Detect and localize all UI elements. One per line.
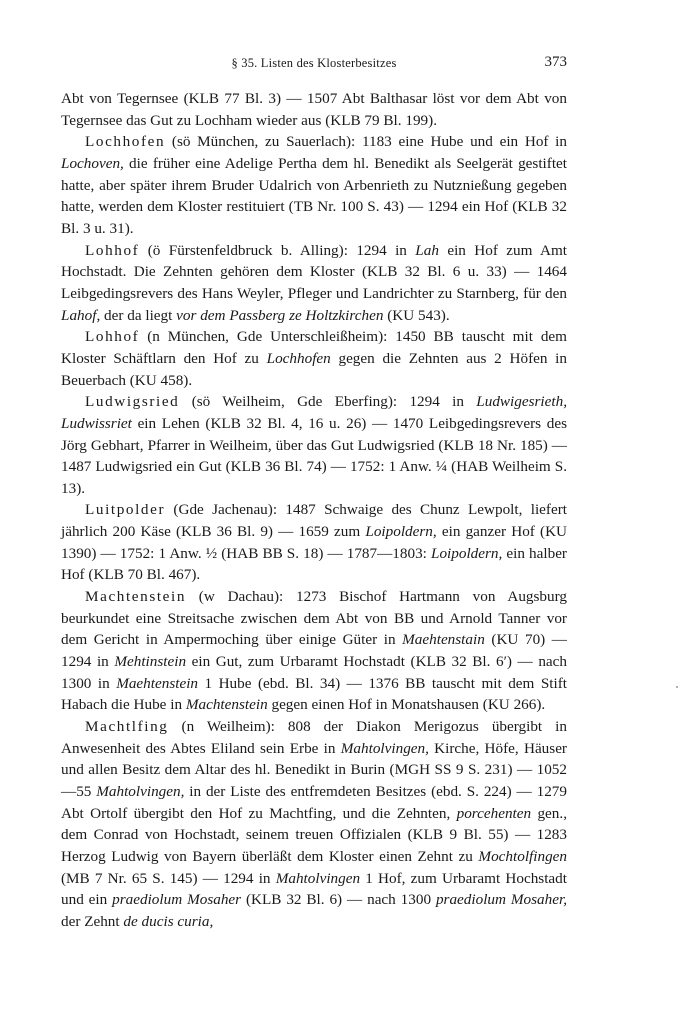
text-run: (sö Weilheim, Gde Eberfing): 1294 in: [179, 393, 477, 411]
italic-term: Mahtolvingen: [275, 869, 361, 887]
body-text: [61, 88, 567, 933]
italic-term: vor dem Passberg ze Holtzkirchen: [176, 306, 384, 324]
italic-term: Mehtinstein: [114, 653, 187, 671]
text-run: (ö Fürstenfeldbruck b. Alling): 1294 in: [139, 241, 416, 259]
text-run: die früher eine Adelige Pertha dem hl. Benedikt als Seelgerät gestiftet hatte, aber später ihrem Bruder Udalrich von Arbenrieth zu Nutznießung gegeben hatte, werden dem Kloster restituiert (TB Nr. 100 S. 43) — 1294 ein Hof (KLB 32 Bl. 3 u. 31).: [61, 154, 567, 237]
page-number: 373: [544, 54, 567, 70]
place-name: Ludwigsried: [85, 393, 180, 411]
text-run: (n München, Gde Unterschleißheim): 1450 BB tauscht mit dem Kloster Schäftlarn den Hof zu: [61, 328, 567, 367]
text-run: (KU 70) — 1294 in: [61, 631, 567, 671]
running-header: [61, 56, 567, 78]
italic-term: de ducis curia,: [123, 912, 214, 930]
italic-term: praediolum Mosaher: [112, 891, 242, 909]
text-run: ein halber Hof (KLB 70 Bl. 467).: [61, 544, 567, 584]
running-title: § 35. Listen des Klosterbesitzes: [231, 56, 397, 70]
entry-paragraph: [61, 88, 567, 131]
text-run: gegen die Zehnten aus 2 Höfen in Beuerbach (KU 458).: [61, 349, 567, 389]
italic-term: Loipoldern,: [365, 523, 437, 541]
place-name: Luitpolder: [85, 501, 166, 519]
italic-term: Lahof,: [61, 306, 101, 324]
place-name: Lochhofen: [85, 133, 166, 151]
text-run: der da liegt: [100, 306, 177, 324]
italic-term: Maehtenstain: [402, 631, 485, 649]
book-page: [61, 56, 567, 933]
text-run: (KLB 32 Bl. 6) — nach 1300: [241, 891, 436, 909]
text-run: (w Dachau): 1273 Bischof Hartmann von Augsburg beurkundet eine Streitsache zwischen dem Abt von BB und Arnold Tanner vor dem Gericht in Ampermoching über einige Güter in: [61, 588, 567, 649]
italic-term: Mahtolvingen,: [96, 783, 185, 800]
text-run: ein Gut, zum Urbaramt Hochstadt (KLB 32 Bl. 6′) — nach 1300 in: [61, 653, 567, 692]
entry-paragraph: [61, 326, 567, 391]
text-run: (Gde Jachenau): 1487 Schwaige des Chunz Lewpolt, liefert jährlich 200 Käse (KLB 36 Bl. 9) — 1659 zum: [61, 501, 567, 541]
italic-term: Lochoven,: [61, 154, 124, 172]
text-run: in der Liste des entfremdeten Besitzes (ebd. S. 224) — 1279 Abt Ortolf übergibt den Hof zu Machtfing, und die Zehnten,: [61, 783, 567, 822]
text-run: (KU 543).: [383, 306, 450, 324]
text-run: ein ganzer Hof (KU 1390) — 1752: 1 Anw. ½ (HAB BB S. 18) — 1787—1803:: [61, 523, 568, 562]
text-run: 1 Hube (ebd. Bl. 34) — 1376 BB tauscht mit dem Stift Habach die Hube in: [61, 674, 567, 714]
text-run: Kirche, Höfe, Häuser und allen Besitz dem Altar des hl. Benedikt in Burin (MGH SS 9 S. 231) — 1052—55: [61, 739, 567, 800]
entry-paragraph: [61, 716, 567, 933]
text-run: Abt von Tegernsee (KLB 77 Bl. 3) — 1507 Abt Balthasar löst vor dem Abt von Tegernsee das Gut zu Lochham wieder aus (KLB 79 Bl. 199).: [61, 90, 567, 129]
text-run: 1 Hof, zum Urbaramt Hochstadt und ein: [61, 869, 567, 909]
italic-term: Lochhofen: [266, 349, 331, 367]
entry-paragraph: [61, 240, 567, 327]
entry-paragraph: [61, 586, 567, 716]
text-run: (n Weilheim): 808 der Diakon Merigozus übergibt in Anwesenheit des Abtes Eliland sein Erbe in: [61, 718, 567, 757]
italic-term: Mahtolvingen,: [340, 739, 429, 757]
italic-term: Loipoldern,: [431, 544, 503, 562]
italic-term: Machtenstein: [185, 696, 268, 714]
text-run: ein Hof zum Amt Hochstadt. Die Zehnten gehören dem Kloster (KLB 32 Bl. 6 u. 33) — 1464 Leibgedingsrevers des Hans Weyler, Pfleger und Landrichter zu Starnberg, für den: [61, 241, 567, 302]
text-run: (sö München, zu Sauerlach): 1183 eine Hube und ein Hof in: [165, 133, 567, 151]
text-run: der Zehnt: [61, 912, 124, 930]
text-run: gegen einen Hof in Monatshausen (KU 266).: [267, 696, 546, 714]
italic-term: Mochtolfingen: [478, 847, 567, 865]
text-run: ein Lehen (KLB 32 Bl. 4, 16 u. 26) — 1470 Leibgedingsrevers des Jörg Gebhart, Pfarrer in Weilheim, über das Gut Ludwigsried (KLB 18 Nr. 185) — 1487 Ludwigsried ein Gut (KLB 36 Bl. 74) — 1752: 1 Anw. ¼ (HAB Weilheim S. 13).: [61, 414, 567, 497]
italic-term: Ludwigesrieth, Ludwissriet: [61, 393, 567, 432]
place-name: Machtenstein: [85, 588, 187, 606]
scan-speck: [676, 686, 678, 688]
entry-paragraph: [61, 391, 567, 499]
entry-paragraph: [61, 131, 567, 239]
place-name: Machtlfing: [85, 718, 169, 736]
italic-term: porcehenten: [456, 804, 532, 822]
text-run: (MB 7 Nr. 65 S. 145) — 1294 in: [61, 869, 276, 887]
italic-term: Maehtenstein: [116, 674, 199, 692]
place-name: Lohhof: [85, 241, 140, 259]
italic-term: praediolum Mosaher,: [435, 891, 567, 909]
text-run: gen., dem Conrad von Hochstadt, seinem treuen Offizialen (KLB 9 Bl. 55) — 1283 Herzog Ludwig von Bayern überläßt dem Kloster einen Zehnt zu: [61, 804, 567, 865]
italic-term: Lah: [415, 241, 439, 259]
entry-paragraph: [61, 499, 567, 586]
place-name: Lohhof: [85, 328, 140, 346]
